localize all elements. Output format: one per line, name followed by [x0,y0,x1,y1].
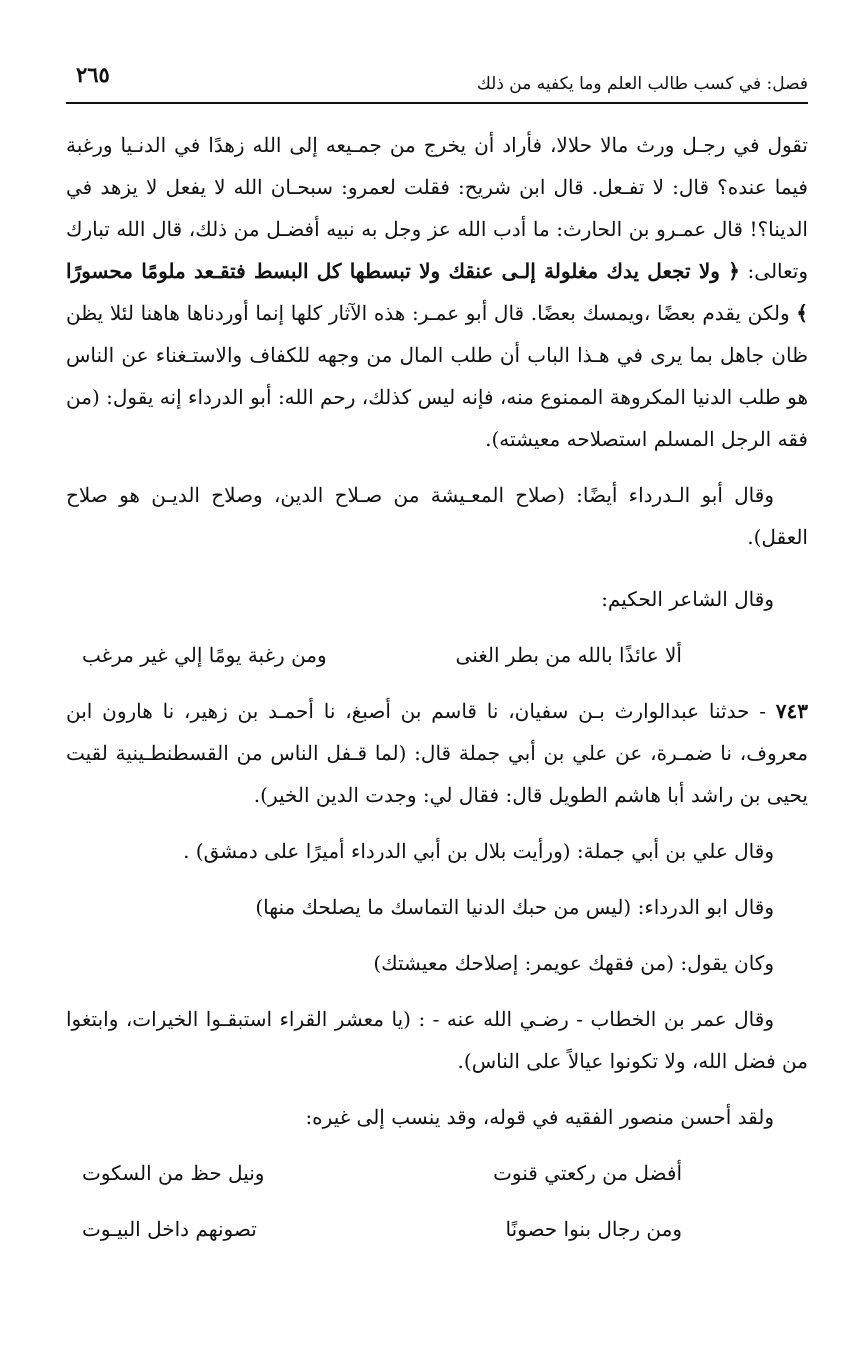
page-body [66,124,808,1250]
verse-3-second-hemistich: تصونهم داخل البيـوت [82,1217,257,1241]
paragraph-4-text: - حدثنا عبدالوارث بـن سفيان، نا قاسم بن أصبغ، نا أحمـد بن زهير، نا هارون ابن معروف، نا ضمـرة، عن علي بن أبي جملة قال: (لما قـفل الناس من القسطنطـينية لقيت يحيى بن راشد أبا هاشم الطويل قال: فقال لي: وجدت الدين الخير). [66,699,808,807]
poem-verse-3 [82,1208,682,1250]
paragraph-5: وقال علي بن أبي جملة: (ورأيت بلال بن أبي الدرداء أميرًا على دمشق) . [183,839,774,863]
paragraph-8: وقال عمر بن الخطاب - رضـي الله عنه - : (يا معشر القراء استبقـوا الخيرات، وابتغوا من فضل الله، ولا تكونوا عيالاً على الناس). [66,1007,808,1073]
poem-verse-1 [82,634,682,676]
poem-verse-2 [82,1152,682,1194]
quran-verse: ﴿ ولا تجعل يدك مغلولة إلـى عنقك ولا تبسطها كل البسط فتقـعد ملومًا محسورًا ﴾ [66,259,808,325]
paragraph-3: وقال الشاعر الحكيم: [601,587,774,611]
paragraph-4 [66,690,808,816]
page-header [66,58,808,104]
verse-1-second-hemistich: ومن رغبة يومًا إلي غير مرغب [82,643,327,667]
paragraph-1 [66,124,808,460]
paragraph-9: ولقد أحسن منصور الفقيه في قوله، وقد ينسب إلى غيره: [305,1105,774,1129]
paragraph-1-text-a: تقول في رجـل ورث مالا حلالا، فأراد أن يخرج من جمـيعه إلى الله زهدًا في الدنـيا ورغبة فيما عنده؟ قال: لا تفـعل. قال ابن شريح: فقلت لعمرو: سبحـان الله لا يفعل لا يزهد في الدينا؟! قال عمـرو بن الحارث: ما أدب الله عز وجل به نبيه أفضـل من ذلك، قال الله تبارك وتعالى: [66,133,809,283]
paragraph-1-text-b: ولكن يقدم بعضًا ،ويمسك بعضًا. قال أبو عمـر: هذه الآثار كلها إنما أوردناها هاهنا لئلا يظن ظان جاهل بما يرى في هـذا الباب أن طلب المال من وجهه للكفاف والاستـغناء عن الناس هو طلب الدنيا المكروهة الممنوع منه، فإنه ليس كذلك، رحم الله: أبو الدرداء إنه يقول: (من فقه الرجل المسلم استصلاحه معيشته). [66,301,808,451]
verse-1-first-hemistich: ألا عائذًا بالله من بطر الغنى [455,643,682,667]
verse-2-first-hemistich: أفضل من ركعتي قنوت [493,1161,682,1185]
paragraph-6: وقال ابو الدرداء: (ليس من حبك الدنيا التماسك ما يصلحك منها) [255,895,774,919]
verse-3-first-hemistich: ومن رجال بنوا حصونًا [505,1217,682,1241]
page-number: ٢٦٥ [76,62,110,87]
paragraph-2: وقال أبو الـدرداء أيضًا: (صلاح المعـيشة من صـلاح الدين، وصلاح الديـن هو صلاح العقل). [66,483,808,549]
hadith-number: ٧٤٣ [775,699,808,723]
paragraph-7: وكان يقول: (من فقهك عويمر: إصلاحك معيشتك) [373,951,774,975]
verse-2-second-hemistich: ونيل حظ من السكوت [82,1161,265,1185]
running-title: فصل: في كسب طالب العلم وما يكفيه من ذلك [476,74,808,94]
